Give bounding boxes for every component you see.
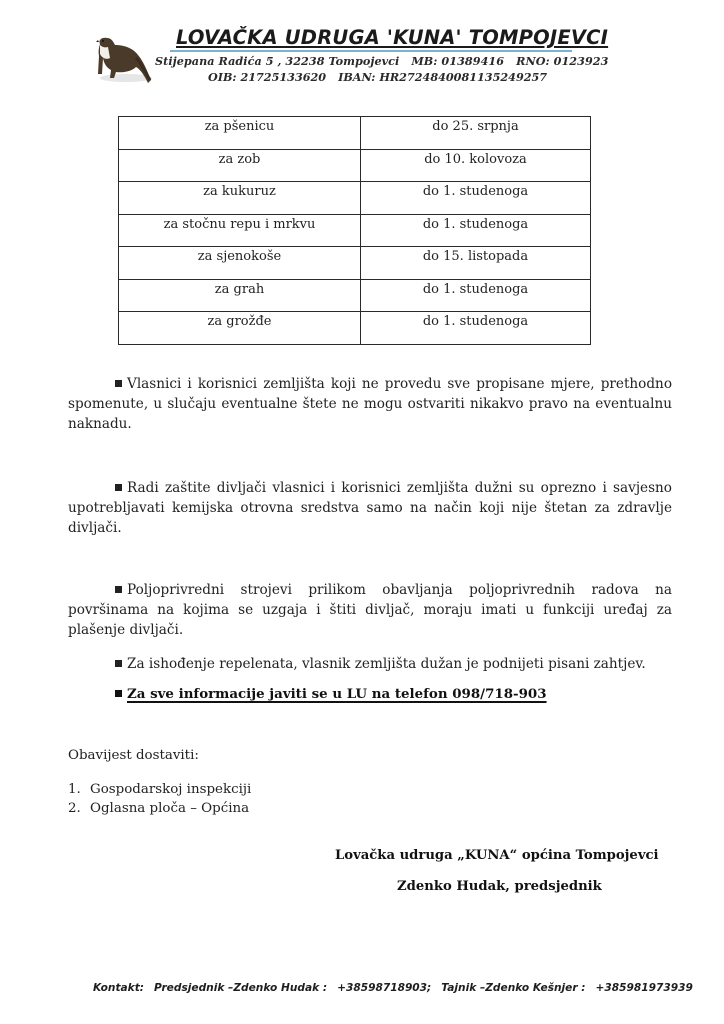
- crop-cell: za stočnu repu i mrkvu: [119, 214, 361, 247]
- president-label: Predsjednik –Zdenko Hudak :: [154, 982, 328, 994]
- deadline-cell: do 1. studenoga: [361, 279, 591, 312]
- table-row: [119, 214, 591, 247]
- secretary-label: Tajnik –Zdenko Kešnjer :: [441, 982, 586, 994]
- tax-line: [208, 70, 548, 84]
- delivery-list: [68, 780, 251, 818]
- contact-note: Za sve informacije javiti se u LU na telefon 098/718-903: [115, 686, 547, 702]
- square-bullet-icon: [115, 484, 122, 491]
- table-row: [119, 149, 591, 182]
- list-item: 2. Oglasna ploča – Općina: [68, 801, 250, 816]
- crop-cell: za kukuruz: [119, 182, 361, 215]
- square-bullet-icon: [115, 660, 122, 667]
- crop-cell: za grah: [119, 279, 361, 312]
- crop-cell: za sjenokoše: [119, 247, 361, 280]
- oib-number: OIB: 21725133620: [208, 70, 327, 84]
- table-row: [119, 279, 591, 312]
- square-bullet-icon: [115, 380, 122, 387]
- secretary-phone: +385981973939: [595, 982, 693, 994]
- crop-cell: za zob: [119, 149, 361, 182]
- organization-title: LOVAČKA UDRUGA 'KUNA' TOMPOJEVCI: [176, 26, 609, 49]
- paragraph-damage-claims: Vlasnici i korisnici zemljišta koji ne provedu sve propisane mjere, prethodno spomenute, u slučaju eventualne štete ne mogu ostvariti nikakvo pravo na eventualnu naknadu.: [68, 376, 672, 432]
- paragraph-repellents: Za ishođenje repelenata, vlasnik zemljišta dužan je podnijeti pisani zahtjev.: [68, 654, 672, 674]
- crop-cell: za pšenicu: [119, 117, 361, 150]
- deadline-cell: do 1. studenoga: [361, 312, 591, 345]
- signature-name: Zdenko Hudak, predsjednik: [397, 879, 602, 894]
- footer-label: Kontakt:: [93, 982, 145, 994]
- table-row: [119, 247, 591, 280]
- paragraph-chemical-use: Radi zaštite divljači vlasnici i korisnici zemljišta dužni su oprezno i savjesno upotrebljavati kemijska otrovna sredstva samo na način koji nije štetan za zdravlje divljači.: [68, 480, 672, 536]
- deadline-cell: do 15. listopada: [361, 247, 591, 280]
- mb-number: MB: 01389416: [411, 54, 505, 68]
- address-line: [155, 54, 609, 68]
- deadline-cell: do 1. studenoga: [361, 214, 591, 247]
- footer-contact: [93, 982, 693, 994]
- table-row: [119, 182, 591, 215]
- address: Stijepana Radića 5 , 32238 Tompojevci: [155, 54, 400, 68]
- title-divider: [170, 50, 572, 52]
- letterhead: [0, 0, 724, 100]
- square-bullet-icon: [115, 586, 122, 593]
- square-bullet-icon: [115, 690, 122, 697]
- crop-cell: za grožđe: [119, 312, 361, 345]
- iban-number: IBAN: HR2724840081135249257: [338, 70, 548, 84]
- marten-animal-logo-icon: [88, 28, 160, 88]
- table-row: [119, 117, 591, 150]
- deadline-cell: do 25. srpnja: [361, 117, 591, 150]
- paragraph-machinery: Poljoprivredni strojevi prilikom obavljanja poljoprivrednih radova na površinama na kojima se uzgaja i štiti divljač, moraju imati u funkciji uređaj za plašenje divljači.: [68, 582, 672, 638]
- harvest-deadline-table: [118, 116, 591, 345]
- rno-number: RNO: 0123923: [516, 54, 609, 68]
- deadline-cell: do 10. kolovoza: [361, 149, 591, 182]
- president-phone: +38598718903;: [337, 982, 432, 994]
- deadline-cell: do 1. studenoga: [361, 182, 591, 215]
- list-item: 1. Gospodarskoj inspekciji: [68, 782, 252, 797]
- delivery-label: Obavijest dostaviti:: [68, 748, 199, 763]
- signature-organization: Lovačka udruga „KUNA“ općina Tompojevci: [335, 848, 659, 863]
- table-row: [119, 312, 591, 345]
